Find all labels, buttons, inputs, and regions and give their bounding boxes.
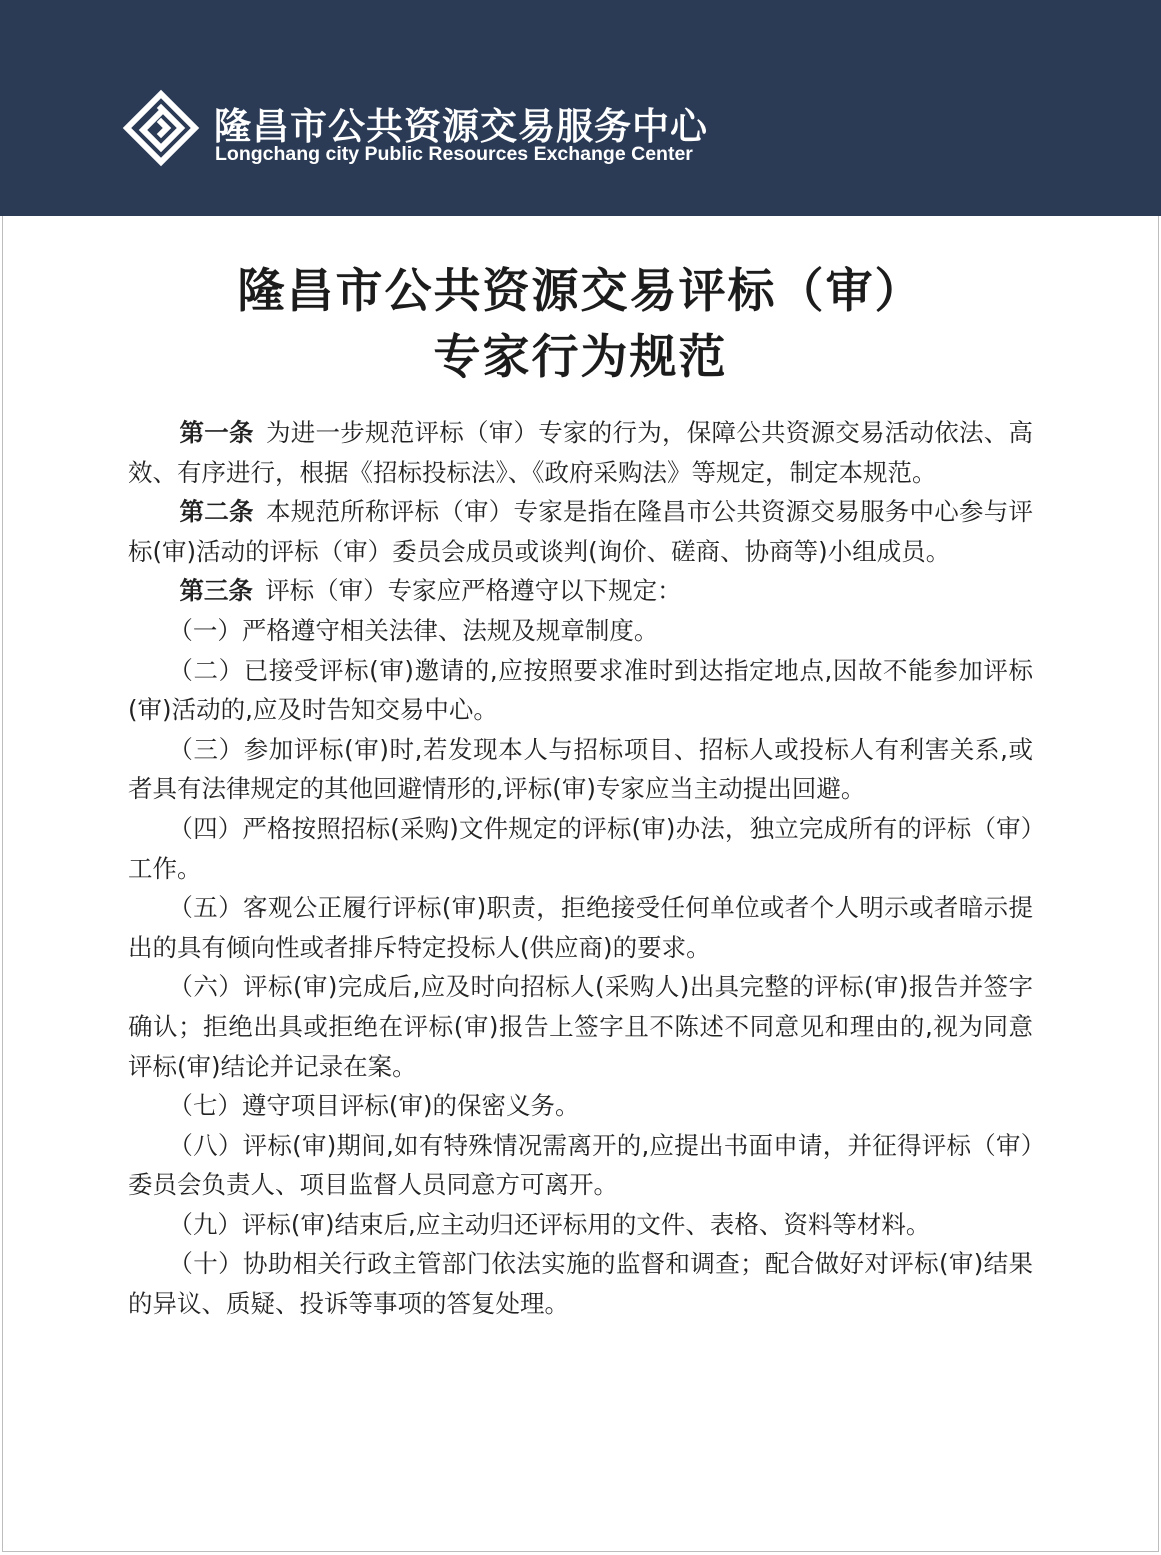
article-1 xyxy=(128,413,1033,492)
article-text: 本规范所称评标（审）专家是指在隆昌市公共资源交易服务中心参与评标(审)活动的评标（审）委员会成员或谈判(询价、磋商、协商等)小组成员。 xyxy=(128,497,1034,566)
list-item: （十）协助相关行政主管部门依法实施的监督和调查；配合做好对评标(审)结果的异议、质疑、投诉等事项的答复处理。 xyxy=(128,1249,1033,1319)
list-item: （五）客观公正履行评标(审)职责，拒绝接受任何单位或者个人明示或者暗示提出的具有倾向性或者排斥特定投标人(供应商)的要求。 xyxy=(128,893,1033,962)
list-item: （二）已接受评标(审)邀请的,应按照要求准时到达指定地点,因故不能参加评标(审)活动的,应及时告知交易中心。 xyxy=(128,655,1033,725)
diamond-maze-logo-icon xyxy=(121,88,201,168)
header-banner xyxy=(0,0,1161,216)
list-item: （一）严格遵守相关法律、法规及规章制度。 xyxy=(168,615,659,645)
page-title-line2: 专家行为规范 xyxy=(433,330,728,385)
list-item: （三）参加评标(审)时,若发现本人与招标项目、招标人或投标人有利害关系,或者具有法律规定的其他回避情形的,评标(审)专家应当主动提出回避。 xyxy=(128,734,1033,804)
regulation-body xyxy=(128,413,1033,1324)
list-item: （七）遵守项目评标(审)的保密义务。 xyxy=(168,1091,580,1121)
article-text: 为进一步规范评标（审）专家的行为，保障公共资源交易活动依法、高效、有序进行，根据《招标投标法》、《政府采购法》等规定，制定本规范。 xyxy=(128,418,1034,487)
article-label: 第三条 xyxy=(179,576,253,606)
article-label: 第一条 xyxy=(179,418,254,447)
list-item: （六）评标(审)完成后,应及时向招标人(采购人)出具完整的评标(审)报告并签字确认；拒绝出具或拒绝在评标(审)报告上签字且不陈述不同意见和理由的,视为同意评标(审)结论并记录在案。 xyxy=(128,972,1033,1081)
list-item: （九）评标(审)结束后,应主动归还评标用的文件、表格、资料等材料。 xyxy=(168,1209,931,1239)
article-text: 评标（审）专家应严格遵守以下规定： xyxy=(265,576,682,606)
article-2 xyxy=(128,492,1033,571)
list-item: （四）严格按照招标(采购)文件规定的评标(审)办法，独立完成所有的评标（审）工作。 xyxy=(128,813,1033,883)
article-3 xyxy=(128,571,1033,611)
page-title-line1: 隆昌市公共资源交易评标（审） xyxy=(237,264,924,319)
org-name-en: Longchang city Public Resources Exchange Center xyxy=(215,143,693,165)
article-label: 第二条 xyxy=(179,497,254,527)
org-name-cn: 隆昌市公共资源交易服务中心 xyxy=(214,105,708,148)
list-item: （八）评标(审)期间,如有特殊情况需离开的,应提出书面申请，并征得评标（审）委员会负责人、项目监督人员同意方可离开。 xyxy=(128,1130,1033,1200)
